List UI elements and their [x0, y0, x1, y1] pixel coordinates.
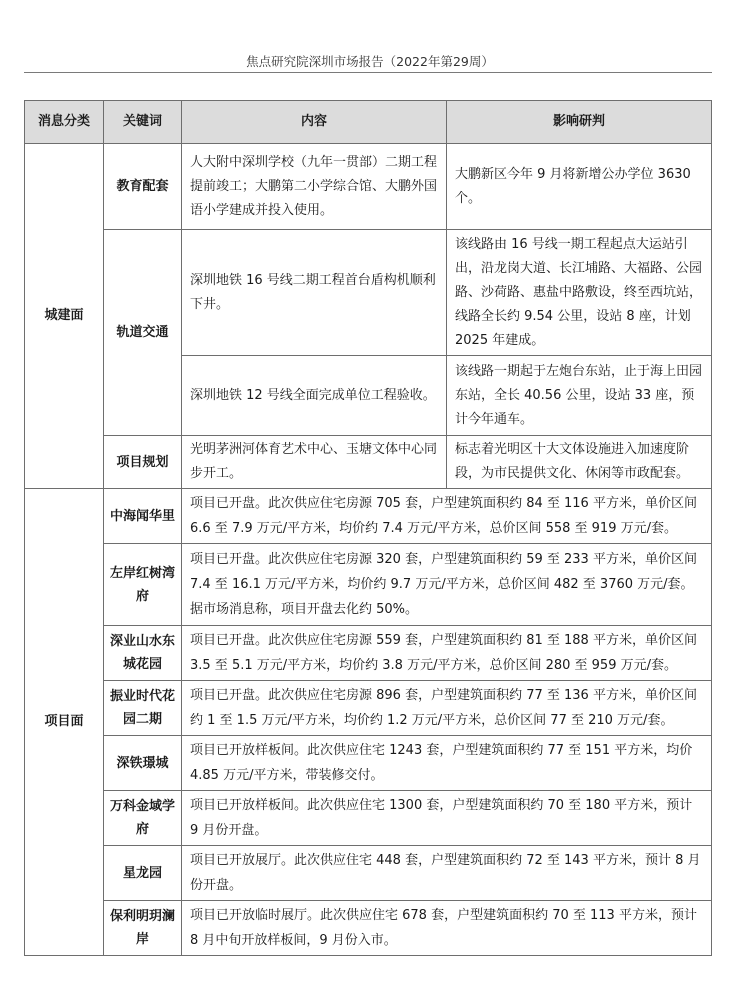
impact-cell: 该线路由 16 号线一期工程起点大运站引出，沿龙岗大道、长江埔路、大福路、公园路、沙荷路、惠盐中路敷设，终至西坑站，线路全长约 9.54 公里，设站 8 座，计划 2025 年建成。: [447, 230, 712, 356]
table-row: [25, 681, 712, 736]
market-table: [24, 100, 712, 956]
table-row: [25, 846, 712, 901]
keyword-cell: 星龙园: [104, 846, 182, 901]
report-header: 焦点研究院深圳市场报告（2022年第29周）: [246, 54, 494, 69]
content-cell: 人大附中深圳学校（九年一贯部）二期工程提前竣工；大鹏第二小学综合馆、大鹏外国语小学建成并投入使用。: [182, 144, 447, 230]
project-detail-cell: 项目已开放样板间。此次供应住宅 1243 套，户型建筑面积约 77 至 151 平方米，均价 4.85 万元/平方米，带装修交付。: [182, 736, 712, 791]
project-detail-cell: 项目已开放样板间。此次供应住宅 1300 套，户型建筑面积约 70 至 180 平方米，预计 9 月份开盘。: [182, 791, 712, 846]
table-row: [25, 901, 712, 956]
table-row: [25, 436, 712, 489]
table-row: [25, 144, 712, 230]
project-detail-cell: 项目已开盘。此次供应住宅房源 559 套，户型建筑面积约 81 至 188 平方米，单价区间 3.5 至 5.1 万元/平方米，均价约 3.8 万元/平方米，总价区间 280 至 959 万元/套。: [182, 626, 712, 681]
col-header-impact: 影响研判: [447, 101, 712, 144]
table-row: [25, 544, 712, 626]
keyword-cell: 深铁璟城: [104, 736, 182, 791]
content-cell: 光明茅洲河体育艺术中心、玉塘文体中心同步开工。: [182, 436, 447, 489]
keyword-cell: 左岸红树湾府: [104, 544, 182, 626]
table-header-row: [25, 101, 712, 144]
content-cell: 深圳地铁 12 号线全面完成单位工程验收。: [182, 356, 447, 436]
category-cell: 城建面: [25, 144, 104, 489]
impact-cell: 标志着光明区十大文体设施进入加速度阶段，为市民提供文化、休闲等市政配套。: [447, 436, 712, 489]
col-header-category: 消息分类: [25, 101, 104, 144]
keyword-cell: 万科金域学府: [104, 791, 182, 846]
project-detail-cell: 项目已开盘。此次供应住宅房源 320 套，户型建筑面积约 59 至 233 平方米，单价区间 7.4 至 16.1 万元/平方米，均价约 9.7 万元/平方米，总价区间 482 至 3760 万元/套。据市场消息称，项目开盘去化约 50%。: [182, 544, 712, 626]
keyword-cell: 项目规划: [104, 436, 182, 489]
impact-cell: 该线路一期起于左炮台东站，止于海上田园东站，全长 40.56 公里，设站 33 座，预计今年通车。: [447, 356, 712, 436]
table-row: [25, 230, 712, 356]
keyword-cell: 振业时代花园二期: [104, 681, 182, 736]
keyword-cell: 教育配套: [104, 144, 182, 230]
keyword-cell: 中海闻华里: [104, 489, 182, 544]
col-header-content: 内容: [182, 101, 447, 144]
project-detail-cell: 项目已开盘。此次供应住宅房源 705 套，户型建筑面积约 84 至 116 平方米，单价区间 6.6 至 7.9 万元/平方米，均价约 7.4 万元/平方米，总价区间 558 至 919 万元/套。: [182, 489, 712, 544]
category-cell: 项目面: [25, 489, 104, 956]
project-detail-cell: 项目已开放临时展厅。此次供应住宅 678 套，户型建筑面积约 70 至 113 平方米，预计 8 月中旬开放样板间，9 月份入市。: [182, 901, 712, 956]
project-detail-cell: 项目已开放展厅。此次供应住宅 448 套，户型建筑面积约 72 至 143 平方米，预计 8 月份开盘。: [182, 846, 712, 901]
col-header-keyword: 关键词: [104, 101, 182, 144]
table-row: [25, 736, 712, 791]
table-row: [25, 791, 712, 846]
keyword-cell: 深业山水东城花园: [104, 626, 182, 681]
header-rule: [24, 72, 712, 73]
content-cell: 深圳地铁 16 号线二期工程首台盾构机顺利下井。: [182, 230, 447, 356]
impact-cell: 大鹏新区今年 9 月将新增公办学位 3630 个。: [447, 144, 712, 230]
keyword-cell: 保利明玥澜岸: [104, 901, 182, 956]
project-detail-cell: 项目已开盘。此次供应住宅房源 896 套，户型建筑面积约 77 至 136 平方米，单价区间约 1 至 1.5 万元/平方米，均价约 1.2 万元/平方米，总价区间 77 至 210 万元/套。: [182, 681, 712, 736]
table-row: [25, 489, 712, 544]
keyword-cell: 轨道交通: [104, 230, 182, 436]
table-row: [25, 626, 712, 681]
